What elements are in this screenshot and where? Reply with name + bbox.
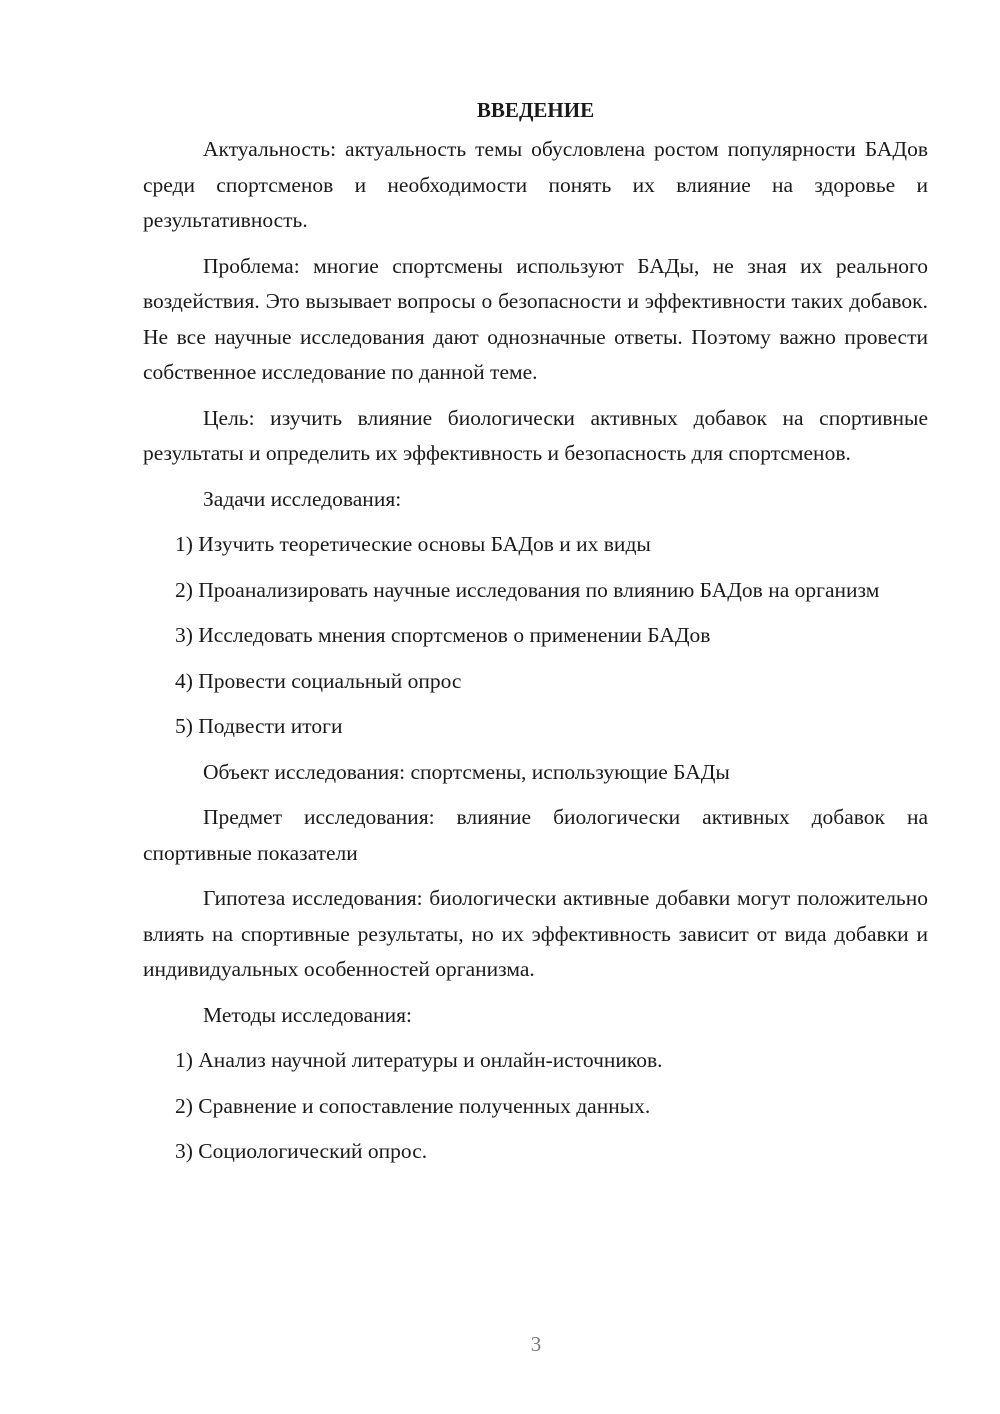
task-item-1: 1) Изучить теоретические основы БАДов и их виды xyxy=(175,532,651,556)
method-item-3: 3) Социологический опрос. xyxy=(175,1139,428,1163)
hypothesis-paragraph: Гипотеза исследования: биологически активные добавки могут положительно влиять на спортивные результаты, но их эффективность зависит от вида добавки и индивидуальных особенностей организма. xyxy=(143,886,928,981)
problem-paragraph: Проблема: многие спортсмены используют БАДы, не зная их реального воздействия. Это вызывает вопросы о безопасности и эффективности таких добавок. Не все научные исследования дают однозначные ответы. Поэтому важно провести собственное исследование по данной теме. xyxy=(143,253,928,384)
document-page xyxy=(143,92,928,1180)
goal-paragraph: Цель: изучить влияние биологически активных добавок на спортивные результаты и определить их эффективность и безопасность для спортсменов. xyxy=(143,405,928,465)
object-paragraph: Объект исследования: спортсмены, использующие БАДы xyxy=(203,759,730,784)
methods-heading: Методы исследования: xyxy=(203,1002,412,1027)
tasks-heading: Задачи исследования: xyxy=(203,486,402,511)
method-item-2: 2) Сравнение и сопоставление полученных данных. xyxy=(175,1093,651,1118)
task-item-4: 4) Провести социальный опрос xyxy=(175,668,462,693)
method-item-1: 1) Анализ научной литературы и онлайн-источников. xyxy=(175,1048,663,1072)
page-number: 3 xyxy=(530,1332,542,1356)
task-item-3: 3) Исследовать мнения спортсменов о применении БАДов xyxy=(175,623,711,647)
subject-paragraph: Предмет исследования: влияние биологически активных добавок на спортивные показатели xyxy=(143,805,928,865)
relevance-paragraph: Актуальность: актуальность темы обусловлена ростом популярности БАДов среди спортсменов и необходимости понять их влияние на здоровье и результативность. xyxy=(143,137,928,232)
task-item-5: 5) Подвести итоги xyxy=(175,714,343,738)
section-title: ВВЕДЕНИЕ xyxy=(476,98,595,122)
task-item-2: 2) Проанализировать научные исследования по влиянию БАДов на организм xyxy=(175,577,880,602)
